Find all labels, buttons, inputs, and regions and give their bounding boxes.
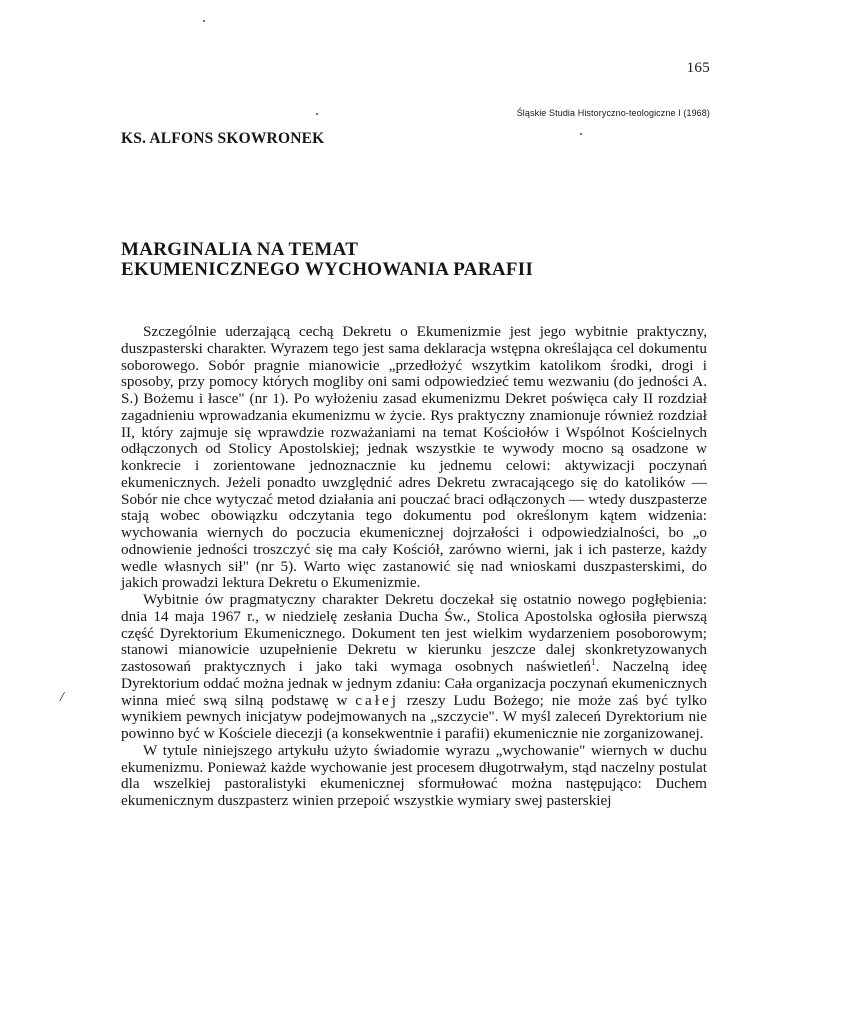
title-line-2: EKUMENICZNEGO WYCHOWANIA PARAFII <box>121 259 534 280</box>
author-name: KS. ALFONS SKOWRONEK <box>121 130 325 147</box>
paragraph-2-part-a: Wybitnie ów pragmatyczny charakter Dekretu doczekał się ostatnio nowego pogłębienia: dnia 14 maja 1967 r., w niedzielę zesłania Ducha Św., Stolica Apostolska ogłosiła pierwszą część Dyrektorium Ekumenicznego. Dokument ten jest wielkim wydarzeniem posoborowym; stanowi mianowicie uzupełnienie Dekretu w kierunku jeszcze dalej skonkretyzowanych zastosowań praktycznych i jako taki wymaga osobnych naświetleń <box>121 591 707 675</box>
paragraph-2-part-b: . Naczelną ideę Dyrektorium oddać można jednak w jednym zdaniu: Cała organizacja poczynań ekumenicznych winna mieć swą silną podstawę w <box>121 658 707 709</box>
journal-header: Śląskie Studia Historyczno-teologiczne I (1968) <box>516 108 710 118</box>
footnote-ref-1: 1 <box>591 656 596 667</box>
paragraph-3: W tytule niniejszego artykułu użyto świadomie wyrazu „wychowanie" wiernych w duchu ekumenizmu. Ponieważ każde wychowanie jest procesem długotrwałym, stąd naczelny postulat dla wszelkiej pastoralistyki ekumenicznej sformułować można następująco: Duchem ekumenicznym duszpasterz winien przepoić wszystkie wymiary swej pasterskiej <box>121 741 707 809</box>
emphasized-word: całej <box>355 691 399 709</box>
scan-speck <box>580 133 582 135</box>
paragraph-2-part-c: rzeszy Ludu Bożego; nie może zaś być tylko wynikiem pewnych inicjatyw podejmowanych na „szczycie". W myśl zaleceń Dyrektorium nie powinno być w Kościele diecezji (a konsekwentnie i parafii) ekumenicznie nie zorganizowanej. <box>121 691 707 742</box>
paragraph-2 <box>121 592 707 743</box>
paragraph-1: Szczególnie uderzającą cechą Dekretu o Ekumenizmie jest jego wybitnie praktyczny, duszpasterski charakter. Wyrazem tego jest sama deklaracja wstępna określająca cel dokumentu soborowego. Sobór pragnie mianowicie „przedłożyć wszytkim katolikom środki, drogi i sposoby, przy pomocy których mogliby oni sami odpowiedzieć temu wezwaniu (do jedności A. S.) Bożemu i łasce" (nr 1). Po wyłożeniu zasad ekumenizmu Dekret poświęca cały II rozdział zagadnieniu wprowadzania ekumenizmu w życie. Rys praktyczny znamionuje również rozdział II, który zajmuje się wprawdzie rozważaniami na temat Kościołów i Wspólnot Kościelnych odłączonych od Stolicy Apostolskiej; jednak wszystkie te wywody mocno są osadzone w konkrecie i zorientowane jednoznacznie ku jednemu celowi: aktywizacji poczynań ekumenicznych. Jeżeli ponadto uwzględnić adres Dekretu zwracającego się do katolików — Sobór nie chce wytyczać metod działania ani pouczać braci odłączonych — wtedy duszpasterze stają wobec obowiązku odczytania tego dokumentu pod określonym kątem widzenia: wychowania wiernych do poczucia ekumenicznej dojrzałości i odpowiedzialności, bo „o odnowienie jedności troszczyć się ma cały Kościół, zarówno wierni, jak i ich pasterze, każdy wedle własnych sił" (nr 5). Warto więc zastanowić się nad wnioskami duszpasterskimi, do jakich prowadzi lektura Dekretu o Ekumenizmie. <box>121 323 707 592</box>
article-title <box>121 240 533 280</box>
scan-speck <box>316 113 318 115</box>
page-number: 165 <box>686 60 710 76</box>
title-line-1: MARGINALIA NA TEMAT <box>121 239 359 260</box>
scan-speck <box>203 20 205 22</box>
article-body <box>121 324 707 810</box>
margin-mark: / <box>60 690 64 705</box>
